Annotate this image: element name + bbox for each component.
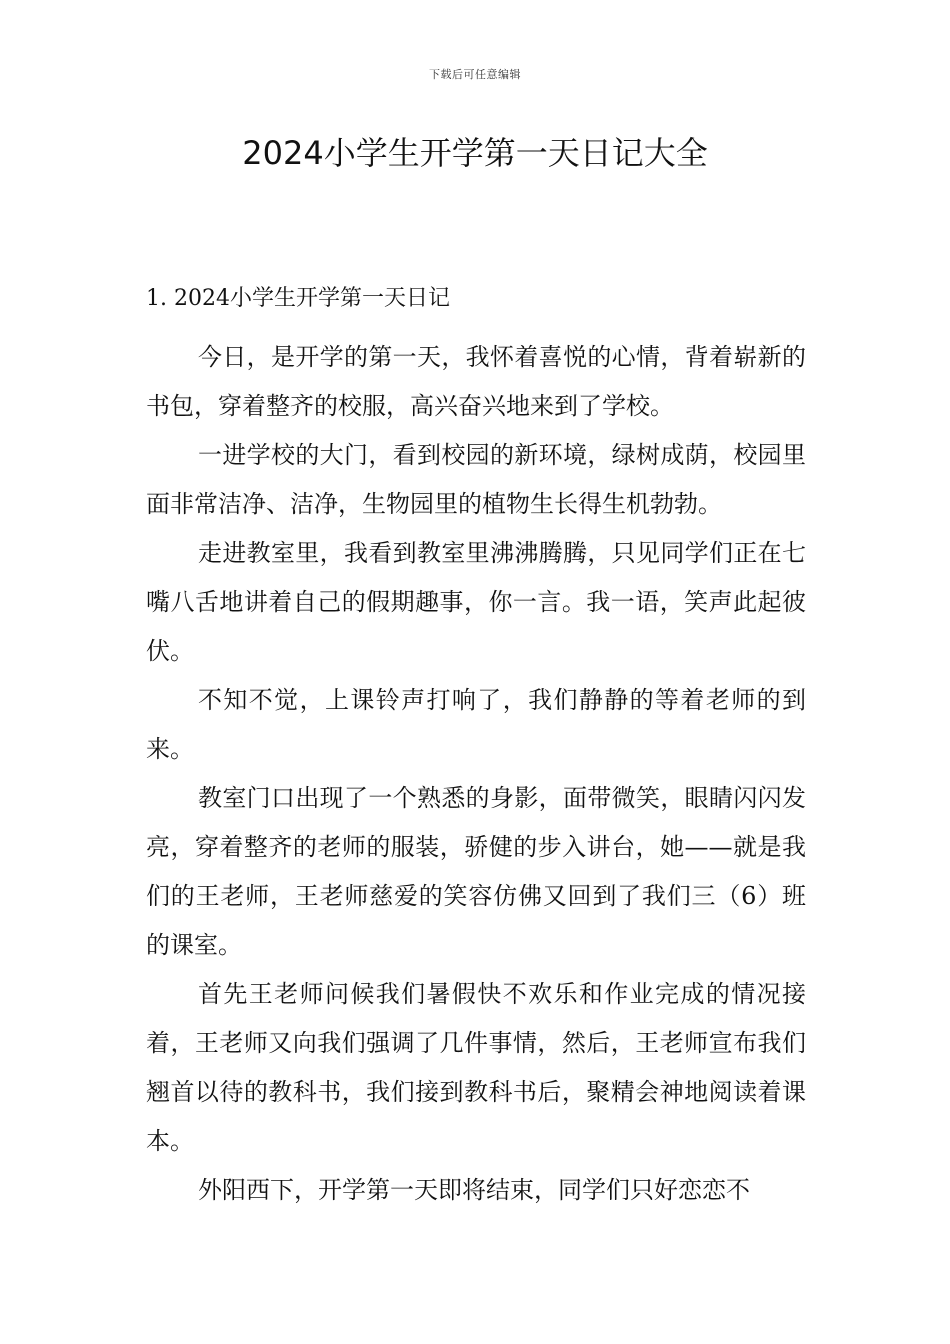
section-heading: 1. 2024小学生开学第一天日记 xyxy=(146,286,450,311)
paragraph: 外阳西下，开学第一天即将结束，同学们只好恋恋不 xyxy=(198,1176,750,1204)
paragraph: 教室门口出现了一个熟悉的身影，面带微笑，眼睛闪闪发亮，穿着整齐的老师的服装，骄健的步入讲台，她——就是我们的王老师，王老师慈爱的笑容仿佛又回到了我们三（6）班的课室。 xyxy=(146,784,806,959)
paragraph: 不知不觉，上课铃声打响了，我们静静的等着老师的到来。 xyxy=(146,686,806,763)
paragraph: 一进学校的大门，看到校园的新环境，绿树成荫，校园里面非常洁净、洁净，生物园里的植物生长得生机勃勃。 xyxy=(146,441,806,518)
document-body xyxy=(146,284,806,1215)
header-note: 下载后可任意编辑 xyxy=(429,68,521,81)
paragraph: 今日，是开学的第一天，我怀着喜悦的心情，背着崭新的书包，穿着整齐的校服，高兴奋兴地来到了学校。 xyxy=(146,343,806,420)
paragraph: 首先王老师问候我们暑假快不欢乐和作业完成的情况接着，王老师又向我们强调了几件事情，然后，王老师宣布我们翘首以待的教科书，我们接到教科书后，聚精会神地阅读着课本。 xyxy=(146,980,806,1155)
document-title: 2024小学生开学第一天日记大全 xyxy=(242,134,708,172)
paragraph: 走进教室里，我看到教室里沸沸腾腾，只见同学们正在七嘴八舌地讲着自己的假期趣事，你一言。我一语，笑声此起彼伏。 xyxy=(146,539,806,665)
